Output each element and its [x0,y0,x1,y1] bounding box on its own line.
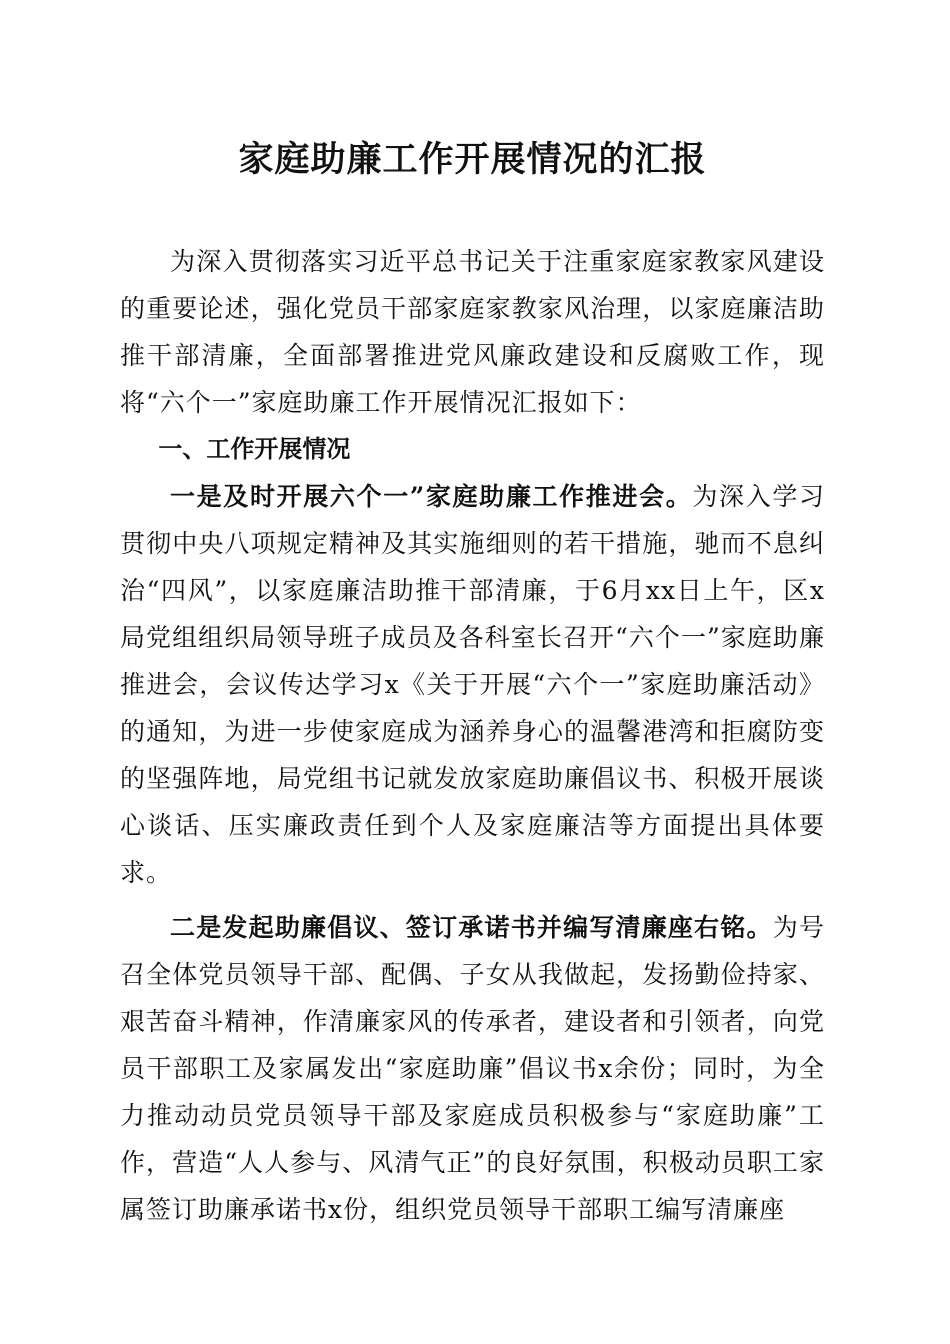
item-paragraph-2 [120,904,825,1233]
item-body-1: 为深入学习贯彻中央八项规定精神及其实施细则的若干措施，驰而不息纠治“四风”，以家庭廉洁助推干部清廉，于6月xx日上午，区x局党组组织局领导班子成员及各科室长召开“六个一”家庭助廉推进会，会议传达学习x《关于开展“六个一”家庭助廉活动》的通知，为进一步使家庭成为涵养身心的温馨港湾和拒腐防变的坚强阵地，局党组书记就发放家庭助廉倡议书、积极开展谈心谈话、压实廉政责任到个人及家庭廉洁等方面提出具体要求。 [120,482,825,887]
item-paragraph-1 [120,473,825,896]
item-body-2: 为号召全体党员领导干部、配偶、子女从我做起，发扬勤俭持家、艰苦奋斗精神，作清廉家风的传承者，建设者和引领者，向党员干部职工及家属发出“家庭助廉”倡议书x余份；同时，为全力推动动员党员领导干部及家庭成员积极参与“家庭助廉”工作，营造“人人参与、风清气正”的良好氛围，积极动员职工家属签订助廉承诺书x份，组织党员领导干部职工编写清廉座 [120,913,825,1224]
document-title: 家庭助廉工作开展情况的汇报 [238,139,707,180]
item-lead-1: 一是及时开展六个一”家庭助廉工作推进会。 [170,482,693,511]
document-page [120,130,825,1233]
intro-paragraph: 为深入贯彻落实习近平总书记关于注重家庭家教家风建设的重要论述，强化党员干部家庭家教家风治理，以家庭廉洁助推干部清廉，全面部署推进党风廉政建设和反腐败工作，现将“六个一”家庭助廉工作开展情况汇报如下： [120,247,825,417]
section-heading: 一、工作开展情况 [158,435,351,463]
item-lead-2: 二是发起助廉倡议、签订承诺书并编写清廉座右铭。 [170,913,773,942]
